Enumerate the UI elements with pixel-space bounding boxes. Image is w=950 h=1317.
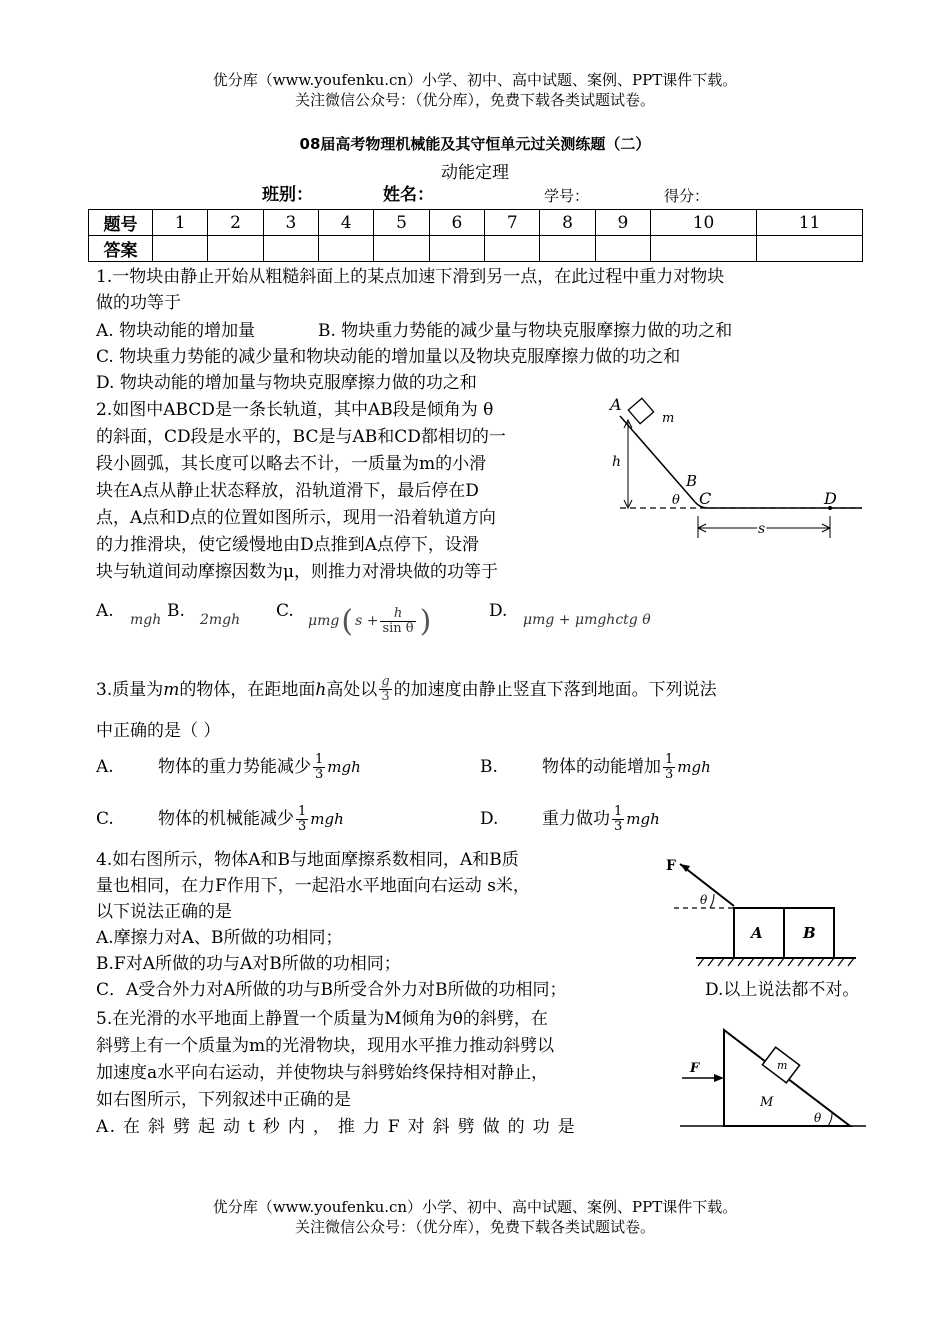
question-number: 5 xyxy=(374,210,429,236)
fraction-denominator: sin θ xyxy=(382,620,414,636)
label-a: A xyxy=(610,395,622,414)
q2-option-d-math: μmg + μmghctg θ xyxy=(523,612,651,628)
option-label: B. xyxy=(480,757,498,777)
option-label: D. xyxy=(480,809,499,829)
q3-text: 的物体，在距地面 xyxy=(179,679,316,700)
q2-option-a-math: mgh xyxy=(130,612,162,628)
answer-cell[interactable] xyxy=(485,236,540,262)
fraction-numerator: 1 xyxy=(315,751,324,767)
label-b: B xyxy=(803,924,816,942)
q2-line: 的斜面，CD段是水平的，BC是与AB和CD都相切的一 xyxy=(96,427,506,447)
label-m: m xyxy=(662,411,675,426)
q2-option-c-math2: s + xyxy=(355,613,379,629)
answer-cell[interactable] xyxy=(263,236,318,262)
label-small-m: m xyxy=(777,1059,788,1072)
question-number: 2 xyxy=(208,210,263,236)
label-d: D xyxy=(824,489,837,508)
answer-cell[interactable] xyxy=(651,236,757,262)
q2-track-figure xyxy=(600,392,865,547)
q3-option-c xyxy=(96,802,344,836)
fraction-numerator: 1 xyxy=(614,803,623,819)
q2-line: 块与轨道间动摩擦因数为μ，则推力对滑块做的功等于 xyxy=(96,562,499,582)
label-theta: θ xyxy=(672,493,680,508)
label-f: F xyxy=(666,858,676,874)
incline-ab xyxy=(620,416,698,502)
q3-text: 3.质量为 xyxy=(96,679,164,700)
question-number: 3 xyxy=(263,210,318,236)
q5-option-a: A. 在 斜 劈 起 动 t 秒 内 ， 推 力 F 对 斜 劈 做 的 功 是 xyxy=(96,1117,576,1137)
question-number: 1 xyxy=(153,210,208,236)
answer-table xyxy=(88,209,863,262)
q4-stem-3: 以下说法正确的是 xyxy=(96,902,232,922)
q2-line: 2.如图中ABCD是一条长轨道，其中AB段是倾角为 θ xyxy=(96,400,494,420)
label-theta: θ xyxy=(814,1111,822,1125)
q1-option-d: D. 物块动能的增加量与物块克服摩擦力做的功之和 xyxy=(96,373,477,393)
q3-option-d xyxy=(480,802,660,836)
q3-var-h: h xyxy=(315,679,327,700)
label-s: s xyxy=(758,521,766,537)
q5-stem-2: 斜劈上有一个质量为m的光滑物块，现用水平推力推动斜劈以 xyxy=(96,1036,555,1056)
q2-line: 块在A点从静止状态释放，沿轨道滑下，最后停在D xyxy=(96,481,479,501)
fraction-numerator: g xyxy=(381,674,390,689)
answer-cell[interactable] xyxy=(374,236,429,262)
q4-stem-1: 4.如右图所示，物体A和B与地面摩擦系数相同，A和B质 xyxy=(96,850,519,870)
ground-hatching xyxy=(698,958,854,966)
q2-option-b-math: 2mgh xyxy=(200,612,241,628)
question-number: 7 xyxy=(485,210,540,236)
name-label: 姓名： xyxy=(383,185,434,205)
q5-stem-4: 如右图所示，下列叙述中正确的是 xyxy=(96,1090,351,1110)
label-h: h xyxy=(612,454,622,470)
q3-text: 的加速度由静止竖直下落到地面。下列说法 xyxy=(393,679,717,700)
id-label: 学号： xyxy=(544,187,590,205)
fraction-denominator: 3 xyxy=(665,766,674,782)
answer-cell[interactable] xyxy=(429,236,484,262)
label-c: C xyxy=(699,489,712,508)
option-text: 重力做功 xyxy=(542,809,610,829)
q5-stem-3: 加速度a水平向右运动，并使物块与斜劈始终保持相对静止， xyxy=(96,1063,549,1083)
q4-option-d: D.以上说法都不对。 xyxy=(705,980,860,1000)
q3-stem-2: 中正确的是（ ） xyxy=(96,721,221,741)
row-label-number: 题号 xyxy=(89,210,153,236)
option-math: mgh xyxy=(310,810,344,828)
answer-cell[interactable] xyxy=(208,236,263,262)
q5-stem-1: 5.在光滑的水平地面上静置一个质量为M倾角为θ的斜劈，在 xyxy=(96,1009,548,1029)
q4-blocks-figure xyxy=(660,852,860,972)
label-theta: θ xyxy=(700,893,708,907)
question-number: 9 xyxy=(595,210,650,236)
fraction xyxy=(663,753,675,782)
option-label: C. xyxy=(96,809,114,829)
option-text: 物体的重力势能减少 xyxy=(158,757,311,777)
footer-line-2: 关注微信公众号：（优分库），免费下载各类试题试卷。 xyxy=(294,1218,655,1236)
fraction-denominator: 3 xyxy=(614,818,623,834)
option-label: A. xyxy=(96,757,114,777)
page-subtitle: 动能定理 xyxy=(441,163,509,183)
fraction-numerator: h xyxy=(380,607,415,622)
label-a: A xyxy=(751,924,763,942)
q1-option-c: C. 物块重力势能的减少量和物块动能的增加量以及物块克服摩擦力做的功之和 xyxy=(96,347,681,367)
header-line-2: 关注微信公众号：（优分库），免费下载各类试题试卷。 xyxy=(294,91,655,109)
answer-cell[interactable] xyxy=(595,236,650,262)
q3-fraction xyxy=(379,675,391,704)
table-row xyxy=(89,236,863,262)
class-label: 班别： xyxy=(262,185,313,205)
q4-option-b: B.F对A所做的功与A对B所做的功相同； xyxy=(96,954,401,974)
q2-option-d-label: D. xyxy=(489,601,508,621)
fraction-numerator: 1 xyxy=(665,751,674,767)
q2-option-c-formula: μmg ( s + $\frac{h}{\text{sin θ}}$ ) xyxy=(308,603,432,639)
label-b: B xyxy=(686,472,698,490)
q2-option-c-label: C. xyxy=(276,601,294,621)
answer-cell[interactable] xyxy=(757,236,863,262)
q2-option-c-fraction xyxy=(380,607,415,636)
q2-line: 点，A点和D点的位置如图所示，现用一沿着轨道方向 xyxy=(96,508,496,528)
option-math: mgh xyxy=(626,810,660,828)
answer-cell[interactable] xyxy=(153,236,208,262)
q2-line: 的力推滑块，使它缓慢地由D点推到A点停下，设滑 xyxy=(96,535,479,555)
q3-stem-1 xyxy=(96,675,717,704)
q2-option-b-label: B. xyxy=(167,601,185,621)
q3-option-a xyxy=(96,750,361,784)
footer-line-1: 优分库（www.youfenku.cn）小学、初中、高中试题、案例、PPT课件下载。 xyxy=(212,1198,738,1216)
q4-stem-2: 量也相同，在力F作用下，一起沿水平地面向右运动 s米， xyxy=(96,876,530,896)
score-label: 得分： xyxy=(664,187,710,205)
answer-cell[interactable] xyxy=(319,236,374,262)
q2-option-a-label: A. xyxy=(96,601,114,621)
track-cd xyxy=(695,502,862,508)
question-number: 8 xyxy=(540,210,595,236)
question-number: 10 xyxy=(651,210,757,236)
q1-stem-1: 1.一物块由静止开始从粗糙斜面上的某点加速下滑到另一点，在此过程中重力对物块 xyxy=(96,267,725,287)
fraction xyxy=(296,805,308,834)
q1-option-a: A. 物块动能的增加量 xyxy=(96,321,256,341)
page-title: 08届高考物理机械能及其守恒单元过关测练题（二） xyxy=(299,135,651,153)
fraction-denominator: 3 xyxy=(315,766,324,782)
question-number: 11 xyxy=(757,210,863,236)
fraction-denominator: 3 xyxy=(298,818,307,834)
label-big-m: M xyxy=(760,1095,774,1110)
q3-text: 高处以 xyxy=(326,679,378,700)
table-row xyxy=(89,210,863,236)
fraction xyxy=(313,753,325,782)
q4-option-a: A.摩擦力对A、B所做的功相同； xyxy=(96,928,343,948)
q1-option-b: B. 物块重力势能的减少量与物块克服摩擦力做的功之和 xyxy=(318,321,733,341)
option-math: mgh xyxy=(327,758,361,776)
option-text: 物体的动能增加 xyxy=(542,757,661,777)
slider-block xyxy=(628,398,653,423)
option-math: mgh xyxy=(677,758,711,776)
answer-cell[interactable] xyxy=(540,236,595,262)
header-line-1: 优分库（www.youfenku.cn）小学、初中、高中试题、案例、PPT课件下载。 xyxy=(212,71,738,89)
fraction xyxy=(612,805,624,834)
q3-var-m: m xyxy=(163,679,180,700)
row-label-answer: 答案 xyxy=(89,236,153,262)
q2-line: 段小圆弧，其长度可以略去不计，一质量为m的小滑 xyxy=(96,454,487,474)
q3-option-b xyxy=(480,750,711,784)
option-text: 物体的机械能减少 xyxy=(158,809,294,829)
q2-option-c-math1: μmg xyxy=(308,613,340,629)
q4-option-c: C．A受合外力对A所做的功与B所受合外力对B所做的功相同； xyxy=(96,980,567,1000)
fraction-denominator: 3 xyxy=(381,689,390,704)
fraction-numerator: 1 xyxy=(298,803,307,819)
question-number: 6 xyxy=(429,210,484,236)
q1-stem-2: 做的功等于 xyxy=(96,293,181,313)
label-f: F xyxy=(690,1061,700,1076)
question-number: 4 xyxy=(319,210,374,236)
q5-wedge-figure xyxy=(670,1020,870,1135)
